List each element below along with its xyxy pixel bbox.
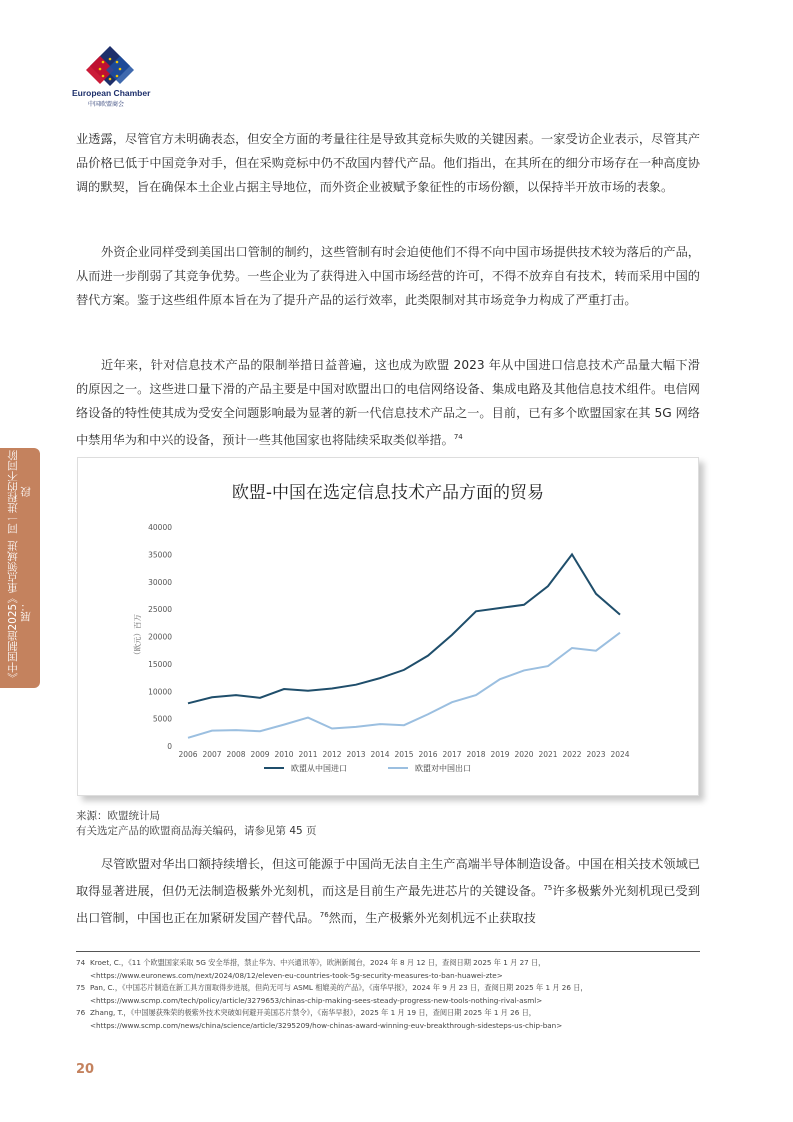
footnote-ref-74[interactable]: 74 <box>453 433 463 441</box>
x-tick-label: 2006 <box>178 750 198 759</box>
series-line-1 <box>188 554 620 703</box>
footnote-divider <box>76 951 700 952</box>
side-tab-line1: 《中国制造2025》重点领域进展： <box>7 540 32 684</box>
y-tick-label: 20000 <box>148 632 172 642</box>
x-tick-label: 2014 <box>370 750 390 759</box>
x-tick-label: 2007 <box>202 750 222 759</box>
y-tick-label: 40000 <box>148 523 172 532</box>
x-tick-label: 2013 <box>346 750 366 759</box>
x-tick-label: 2024 <box>610 750 630 759</box>
side-tab-line2: 同一进程的不同阶段 <box>7 450 32 534</box>
paragraph-1: 业透露，尽管官方未明确表态，但安全方面的考量往往是导致其竞标失败的关键因素。一家受访企业表示，尽管其产品价格已低于中国竞争对手，但在采购竞标中仍不敌国内替代产品。他们指出，在其所在的细分市场存在一种高度协调的默契，旨在确保本土企业占据主导地位，而外资企业被赋予象征性的市场份额，以保持半开放市场的表象。 <box>76 132 700 194</box>
legend-label-2: 欧盟对中国出口 <box>415 764 471 773</box>
source-line-1: 来源：欧盟统计局 <box>76 810 160 822</box>
x-tick-label: 2009 <box>250 750 270 759</box>
x-tick-label: 2023 <box>586 750 606 759</box>
footnotes <box>76 957 700 1032</box>
x-tick-label: 2020 <box>514 750 534 759</box>
y-tick-label: 0 <box>167 742 172 751</box>
x-tick-label: 2012 <box>322 750 342 759</box>
paragraph-2: 外资企业同样受到美国出口管制的制约，这些管制有时会迫使他们不得不向中国市场提供技术较为落后的产品，从而进一步削弱了其竞争优势。一些企业为了获得进入中国市场经营的许可，不得不放弃自有技术，转而采用中国的替代方案。鉴于这些组件原本旨在为了提升产品的运行效率，此类限制对其市场竞争力构成了严重打击。 <box>76 245 700 307</box>
x-tick-label: 2018 <box>466 750 486 759</box>
footnote-ref-75[interactable]: 75 <box>543 884 553 892</box>
paragraph-4: 尽管欧盟对华出口额持续增长，但这可能源于中国尚无法自主生产高端半导体制造设备。中国在相关技术领域已取得显著进展，但仍无法制造极紫外光刻机，而这是目前生产最先进芯片的关键设备。$^{75}$许多极紫外光刻机现已受到出口管制，中国也正在加紧研发国产替代品。$^{76}$然而，生产极紫外光刻机远不止获取技 <box>76 857 701 926</box>
footnote-75: 75 Pan, C.，《中国芯片制造在新工具方面取得步进展，但尚无可与 ASML 相媲美的产品》，《南华早报》，2024 年 9 月 23 日，查阅日期 2025 年 1 月 26 日，<https://www.scmp.com/tech/policy/article/3279653/chinas-chip-making-sees-steady-progress-new-tools-nothing-rival-asml> <box>76 983 588 1005</box>
x-tick-label: 2017 <box>442 750 462 759</box>
legend-label-1: 欧盟从中国进口 <box>291 764 347 773</box>
logo-name: European Chamber <box>72 88 151 98</box>
paragraph-3: 近年来，针对信息技术产品的限制举措日益普遍，这也成为欧盟 2023 年从中国进口信息技术产品量大幅下滑的原因之一。这些进口量下滑的产品主要是中国对欧盟出口的电信网络设备、集成电路及其他信息技术组件。电信网络设备的特性使其成为受安全问题影响最为显著的新一代信息技术产品之一。目前，已有多个欧盟国家在其 5G 网络中禁用华为和中兴的设备，预计一些其他国家也将陆续采取类似举措。$^{74}$ <box>76 358 700 448</box>
x-tick-label: 2011 <box>298 750 318 759</box>
x-tick-label: 2016 <box>418 750 438 759</box>
x-tick-label: 2008 <box>226 750 246 759</box>
chart-title: 欧盟-中国在选定信息技术产品方面的贸易 <box>231 483 545 503</box>
page-number: 20 <box>76 1062 95 1077</box>
x-tick-label: 2015 <box>394 750 414 759</box>
source-line-2: 有关选定产品的欧盟商品海关编码，请参见第 45 页 <box>76 825 317 837</box>
y-tick-label: 10000 <box>148 687 172 697</box>
y-tick-label: 35000 <box>148 550 172 560</box>
x-tick-label: 2022 <box>562 750 582 759</box>
footnote-76: 76 Zhang, T.，《中国屡获殊荣的极紫外技术突破如何避开美国芯片禁令》，《南华早报》，2025 年 1 月 19 日，查阅日期 2025 年 1 月 26 日，<https://www.scmp.com/news/china/science/article/3295209/how-chinas-award-winning-euv-breakthrough-sidesteps-us-chip-ban> <box>76 1008 563 1030</box>
line-chart <box>78 458 698 795</box>
y-tick-label: 15000 <box>148 659 172 669</box>
chart-container <box>77 457 699 796</box>
y-tick-label: 30000 <box>148 577 172 587</box>
y-tick-label: 5000 <box>152 714 172 724</box>
footnote-ref-76[interactable]: 76 <box>319 911 329 920</box>
x-tick-label: 2021 <box>538 750 558 759</box>
chapter-side-tab[interactable] <box>0 448 40 688</box>
x-tick-label: 2019 <box>490 750 510 759</box>
y-tick-label: 25000 <box>148 605 172 615</box>
series-line-2 <box>188 633 620 738</box>
x-tick-label: 2010 <box>274 750 294 759</box>
logo-subtitle: 中国欧盟商会 <box>88 101 125 108</box>
footnote-74: 74 Kroet, C.，《11 个欧盟国家采取 5G 安全举措，禁止华为、中兴通讯等》，欧洲新闻台，2024 年 8 月 12 日，查阅日期 2025 年 1 月 27 日，<https://www.euronews.com/next/2024/08/12/eleven-eu-countries-took-5g-security-measures-to-ban-huawei-zte> <box>76 958 546 980</box>
y-axis-label: （欧元）百万 <box>133 614 142 659</box>
